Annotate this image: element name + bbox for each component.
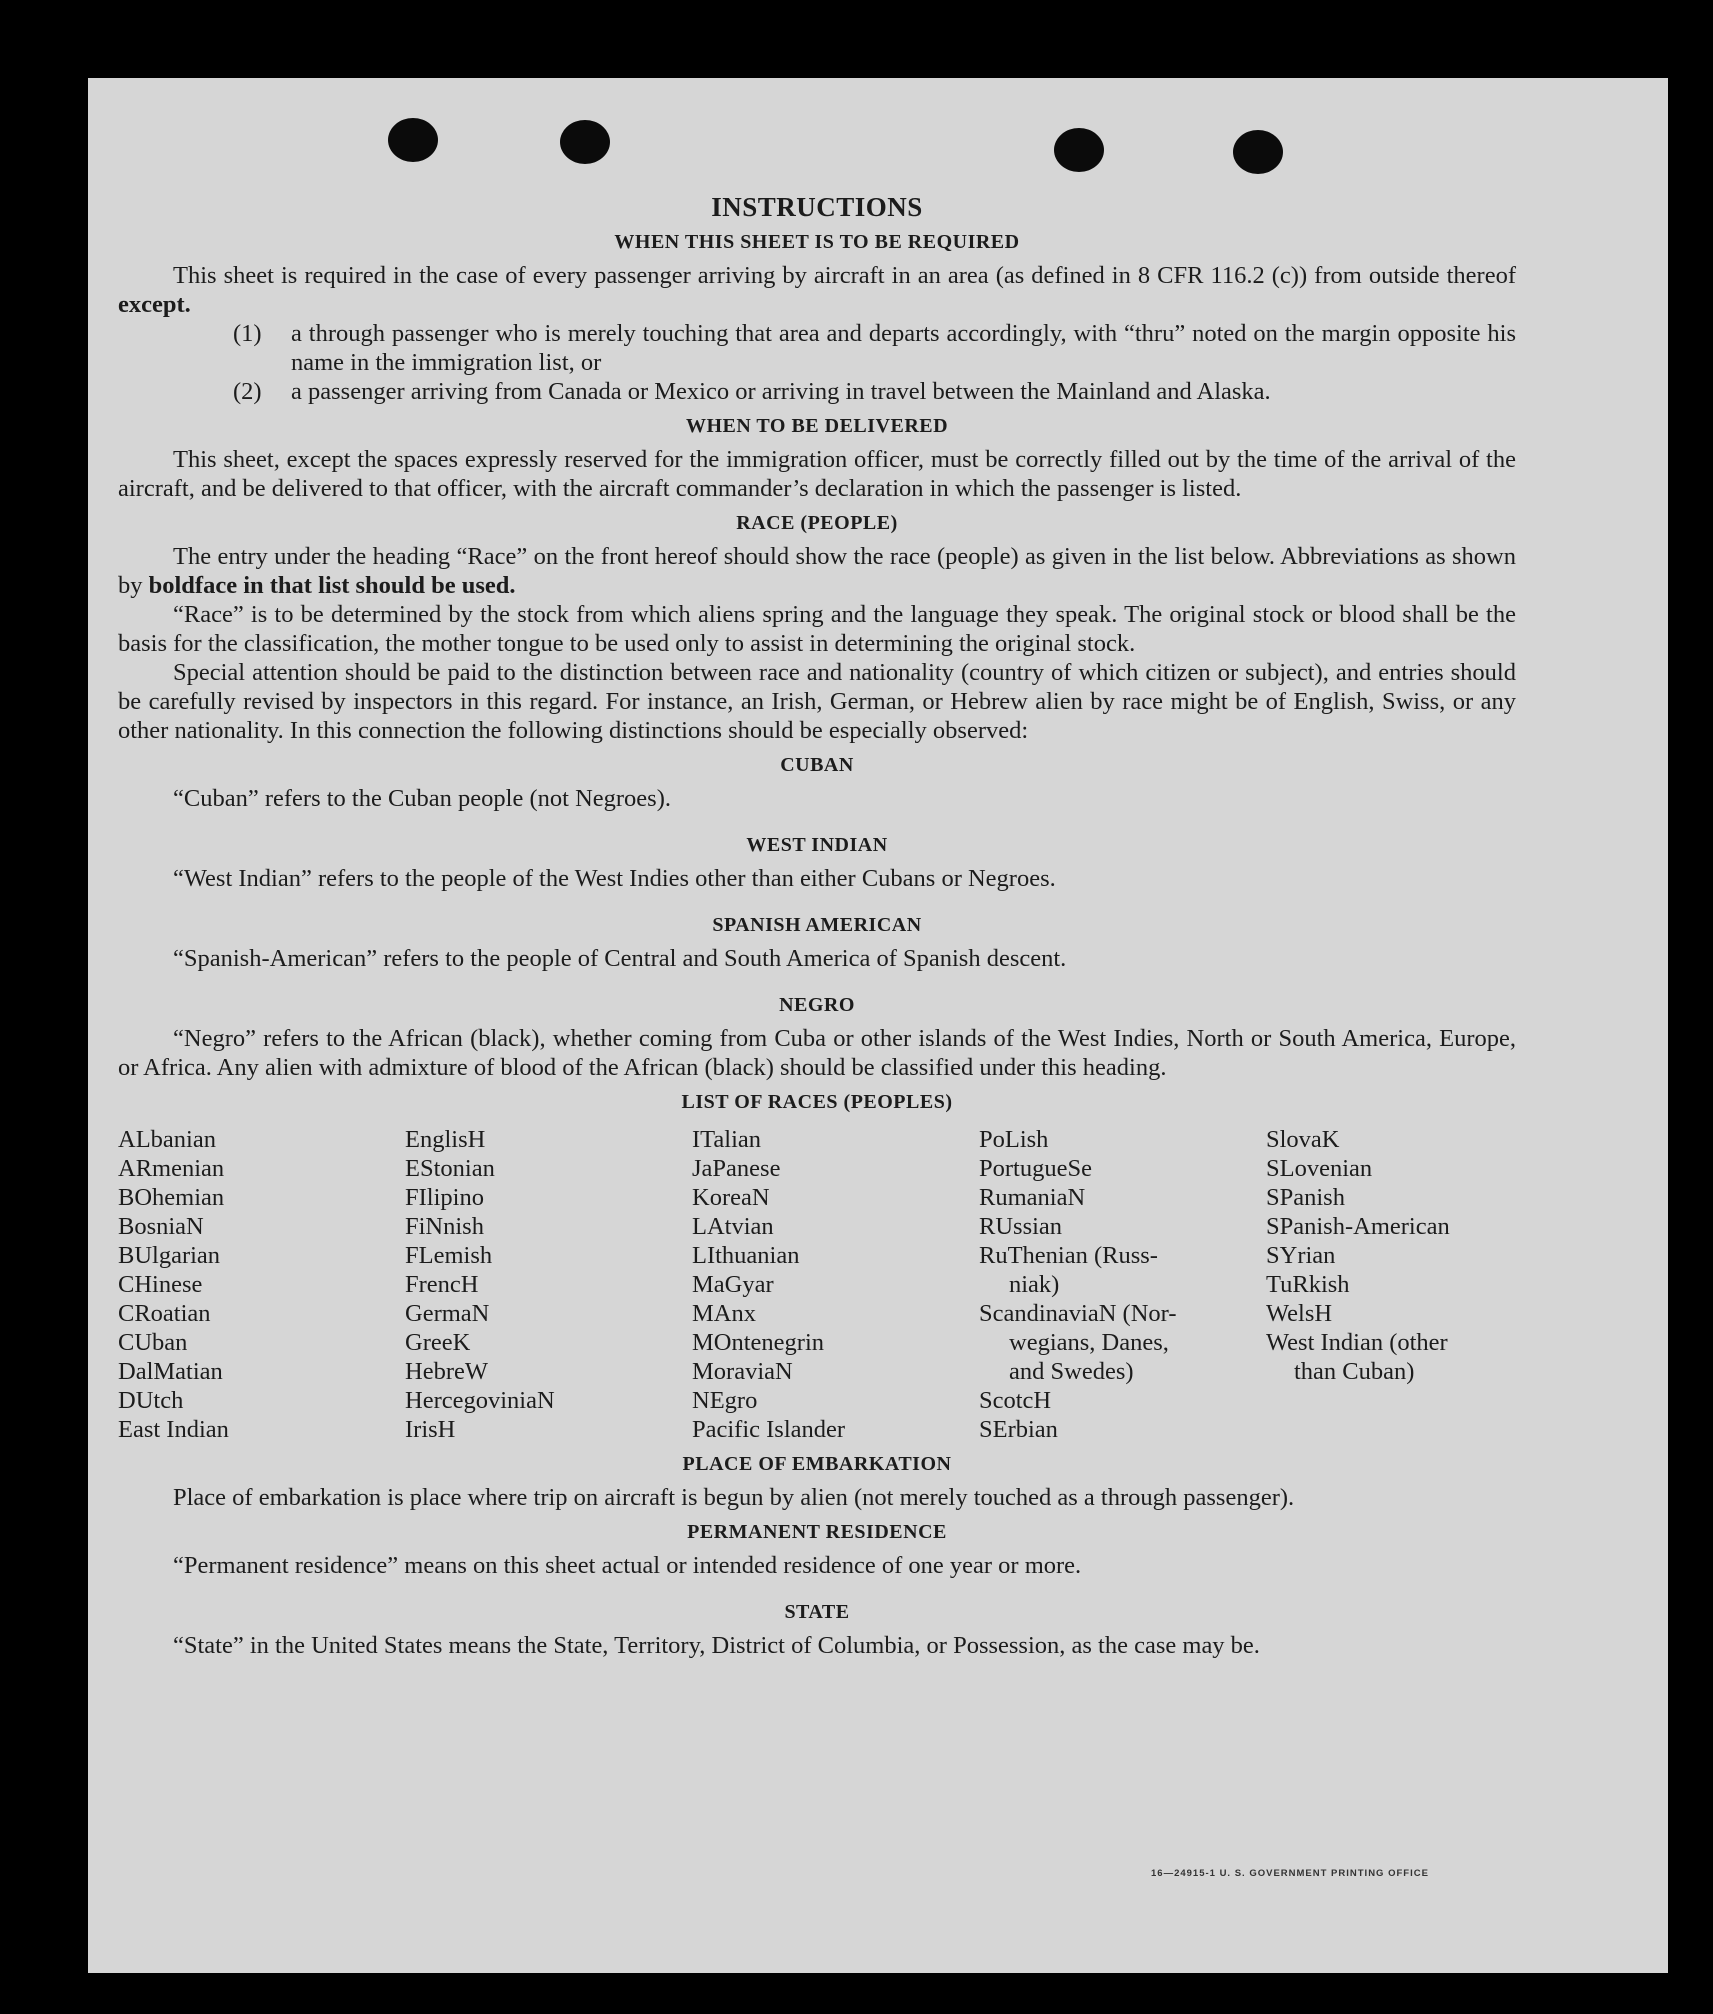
race-item: RumaniaN [979, 1184, 1086, 1211]
races-column [692, 1125, 979, 1444]
race-item: GermaN [405, 1300, 490, 1327]
race-paragraph-2: “Race” is to be determined by the stock from which aliens spring and the language they speak. The original stock or blood shall be the basis for the classification, the mother tongue to be used only to assist in determining the original stock. [118, 601, 1516, 657]
race-item: West Indian (other [1266, 1329, 1448, 1356]
race-item: ARmenian [118, 1155, 225, 1182]
heading-delivered: WHEN TO BE DELIVERED [685, 415, 949, 437]
race-item: BosniaN [118, 1213, 204, 1240]
heading-cuban: CUBAN [780, 754, 854, 776]
race-item: RUssian [979, 1213, 1063, 1240]
race-item: PortugueSe [979, 1155, 1092, 1182]
race-item-continued: niak) [1009, 1271, 1060, 1298]
heading-embarkation: PLACE OF EMBARKATION [682, 1453, 952, 1475]
race-item: RuThenian (Russ- [979, 1242, 1158, 1269]
race-item: ScandinaviaN (Nor- [979, 1300, 1177, 1327]
race-item: East Indian [118, 1416, 229, 1443]
race-item: SPanish-American [1266, 1213, 1450, 1240]
punch-hole [1233, 130, 1283, 174]
race-item: GreeK [405, 1329, 471, 1356]
race-item: MOntenegrin [692, 1329, 824, 1356]
heading-required: WHEN THIS SHEET IS TO BE REQUIRED [614, 231, 1020, 253]
punch-hole [388, 118, 438, 162]
spanish-american-text: “Spanish-American” refers to the people of Central and South America of Spanish descent. [173, 945, 1067, 972]
race-item: FrencH [405, 1271, 479, 1298]
heading-state: STATE [784, 1601, 850, 1623]
required-item: (2) a passenger arriving from Canada or Mexico or arriving in travel between the Mainland and Alaska. [233, 378, 1271, 405]
races-column [1266, 1125, 1553, 1444]
instructions-content [118, 193, 1516, 1660]
race-item: MoraviaN [692, 1358, 793, 1385]
race-item: TuRkish [1266, 1271, 1350, 1298]
race-item: JaPanese [692, 1155, 781, 1182]
race-item: DalMatian [118, 1358, 223, 1385]
delivered-text: This sheet, except the spaces expressly reserved for the immigration officer, must be correctly filled out by the time of the arrival of the aircraft, and be delivered to that officer, with the aircraft commander’s declaration in which the passenger is listed. [118, 446, 1516, 502]
race-item: BOhemian [118, 1184, 225, 1211]
race-item: PoLish [979, 1126, 1049, 1153]
races-column [118, 1125, 405, 1444]
race-item: KoreaN [692, 1184, 770, 1211]
races-list [118, 1125, 1516, 1444]
punch-hole [560, 120, 610, 164]
cuban-text: “Cuban” refers to the Cuban people (not Negroes). [173, 785, 671, 812]
document-sheet [88, 78, 1668, 1973]
race-item: MAnx [692, 1300, 756, 1327]
required-item: (1) a through passenger who is merely touching that area and departs accordingly, with “thru” noted on the margin opposite his name in the immigration list, or [233, 320, 1516, 376]
race-paragraph-1: The entry under the heading “Race” on the front hereof should show the race (people) as given in the list below. Abbreviations as shown by boldface in that list should be used. [118, 543, 1516, 599]
west-indian-text: “West Indian” refers to the people of the West Indies other than either Cubans or Negroes. [173, 865, 1056, 892]
races-column [979, 1125, 1266, 1444]
race-item: ALbanian [118, 1126, 216, 1153]
race-item: Pacific Islander [692, 1416, 846, 1443]
race-item: IrisH [405, 1416, 456, 1443]
race-item: SLovenian [1266, 1155, 1373, 1182]
race-item: SlovaK [1266, 1126, 1340, 1153]
race-item: LIthuanian [692, 1242, 800, 1269]
required-intro: This sheet is required in the case of every passenger arriving by aircraft in an area (as defined in 8 CFR 116.2 (c)) from outside thereof except. [118, 262, 1516, 318]
race-item: FIlipino [405, 1184, 484, 1211]
races-column [405, 1125, 692, 1444]
state-text: “State” in the United States means the State, Territory, District of Columbia, or Possession, as the case may be. [173, 1632, 1260, 1659]
embarkation-text: Place of embarkation is place where trip on aircraft is begun by alien (not merely touched as a through passenger). [173, 1484, 1295, 1511]
race-item-continued: and Swedes) [1009, 1358, 1134, 1385]
race-item: HercegoviniaN [405, 1387, 555, 1414]
race-item: EnglisH [405, 1126, 486, 1153]
race-item-continued: wegians, Danes, [1009, 1329, 1169, 1356]
heading-list-of-races: LIST OF RACES (PEOPLES) [681, 1091, 953, 1113]
race-item: WelsH [1266, 1300, 1333, 1327]
race-item: FiNnish [405, 1213, 484, 1240]
race-item: MaGyar [692, 1271, 774, 1298]
residence-text: “Permanent residence” means on this sheet actual or intended residence of one year or more. [173, 1552, 1082, 1579]
race-item: ScotcH [979, 1387, 1052, 1414]
race-item: FLemish [405, 1242, 493, 1269]
printer-footer: 16—24915-1 U. S. GOVERNMENT PRINTING OFFICE [1151, 1868, 1429, 1879]
heading-residence: PERMANENT RESIDENCE [687, 1521, 947, 1543]
race-item: CHinese [118, 1271, 203, 1298]
heading-spanish-american: SPANISH AMERICAN [712, 914, 922, 936]
race-item: ITalian [692, 1126, 762, 1153]
race-item: LAtvian [692, 1213, 774, 1240]
page-title: INSTRUCTIONS [711, 192, 923, 222]
punch-hole [1054, 128, 1104, 172]
race-item: BUlgarian [118, 1242, 221, 1269]
race-item: SPanish [1266, 1184, 1345, 1211]
race-paragraph-3: Special attention should be paid to the distinction between race and nationality (country of which citizen or subject), and entries should be carefully revised by inspectors in this regard. For instance, an Irish, German, or Hebrew alien by race might be of English, Swiss, or any other nationality. In this connection the following distinctions should be especially observed: [118, 659, 1516, 744]
heading-race: RACE (PEOPLE) [736, 512, 898, 534]
race-item: NEgro [692, 1387, 758, 1414]
negro-text: “Negro” refers to the African (black), whether coming from Cuba or other islands of the West Indies, North or South America, Europe, or Africa. Any alien with admixture of blood of the African (black) should be classified under this heading. [118, 1025, 1516, 1081]
heading-negro: NEGRO [779, 994, 855, 1016]
race-item: EStonian [405, 1155, 495, 1182]
race-item: SYrian [1266, 1242, 1336, 1269]
heading-west-indian: WEST INDIAN [746, 834, 888, 856]
race-item: CRoatian [118, 1300, 211, 1327]
race-item: DUtch [118, 1387, 184, 1414]
race-item-continued: than Cuban) [1294, 1358, 1415, 1385]
race-item: SErbian [979, 1416, 1058, 1443]
race-item: HebreW [405, 1358, 488, 1385]
race-item: CUban [118, 1329, 188, 1356]
